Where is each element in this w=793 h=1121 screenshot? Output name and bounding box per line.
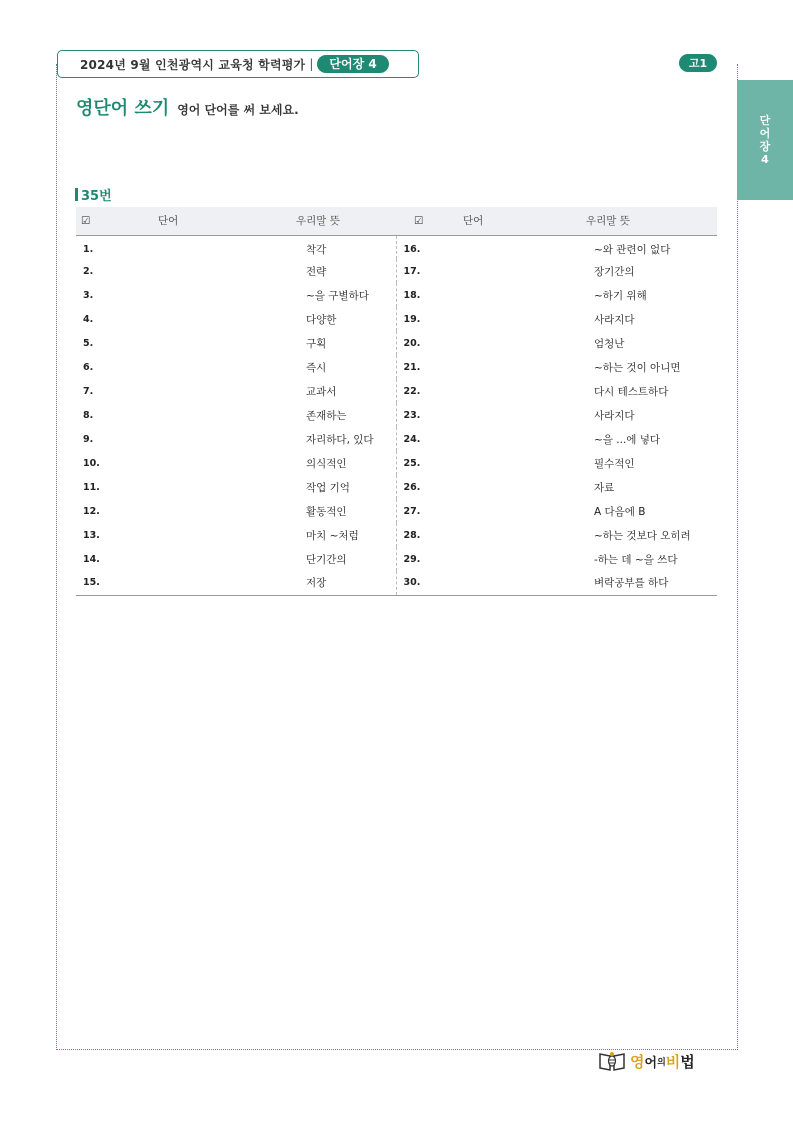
item-meaning: 사라지다 (594, 313, 635, 326)
item-number: 12. (83, 505, 100, 517)
word-answer-blank[interactable] (438, 259, 546, 283)
table-row (76, 379, 717, 403)
word-answer-blank[interactable] (438, 283, 546, 307)
item-meaning: 다시 테스트하다 (594, 385, 669, 398)
word-answer-blank[interactable] (118, 427, 226, 451)
header-bar (57, 50, 419, 78)
item-number: 24. (403, 433, 421, 445)
item-number: 27. (403, 505, 421, 517)
item-meaning: 활동적인 (226, 499, 396, 523)
item-meaning: 다양한 (226, 307, 396, 331)
word-answer-blank[interactable] (118, 451, 226, 475)
item-number: 14. (83, 553, 100, 565)
word-answer-blank[interactable] (438, 331, 546, 355)
word-answer-blank[interactable] (118, 547, 226, 571)
word-column-header: 단어 (463, 215, 484, 228)
table-row (76, 331, 717, 355)
word-answer-blank[interactable] (118, 379, 226, 403)
word-answer-blank[interactable] (118, 259, 226, 283)
word-answer-blank[interactable] (118, 283, 226, 307)
word-answer-blank[interactable] (118, 331, 226, 355)
item-number: 15. (83, 577, 100, 589)
item-number: 8. (83, 409, 94, 421)
vocab-book-badge: 단어장 4 (317, 55, 388, 73)
item-number: 26. (403, 481, 421, 493)
word-answer-blank[interactable] (118, 355, 226, 379)
meaning-column-header: 우리말 뜻 (296, 215, 340, 228)
item-meaning: 필수적인 (594, 457, 635, 470)
item-number: 21. (403, 361, 421, 373)
item-meaning: 즉시 (226, 355, 396, 379)
word-answer-blank[interactable] (118, 523, 226, 547)
item-meaning: ~와 관련이 없다 (594, 243, 671, 256)
logo-text-eo: 어 (644, 1055, 658, 1071)
table-row (76, 547, 717, 571)
item-meaning: 교과서 (226, 379, 396, 403)
exam-title: 2024년 9월 인천광역시 교육청 학력평가 (80, 57, 306, 72)
word-answer-blank[interactable] (438, 547, 546, 571)
item-number: 5. (83, 337, 94, 349)
word-answer-blank[interactable] (438, 427, 546, 451)
item-number: 1. (83, 243, 94, 255)
word-answer-blank[interactable] (118, 571, 226, 595)
table-row (76, 259, 717, 283)
item-number: 7. (83, 385, 94, 397)
item-meaning: 장기간의 (594, 265, 635, 278)
side-tab-char: 어 (759, 127, 771, 140)
item-meaning: A 다음에 B (594, 505, 646, 518)
logo-text-ui: 의 (657, 1057, 666, 1068)
item-meaning: 착각 (226, 235, 396, 259)
item-meaning: -하는 데 ~을 쓰다 (594, 553, 678, 566)
table-row (76, 427, 717, 451)
item-number: 30. (403, 577, 421, 589)
word-answer-blank[interactable] (438, 571, 546, 595)
word-answer-blank[interactable] (438, 403, 546, 427)
table-row (76, 571, 717, 595)
word-answer-blank[interactable] (438, 235, 546, 259)
meaning-column-header: 우리말 뜻 (586, 215, 630, 228)
logo-text-beop: 법 (680, 1052, 695, 1071)
item-meaning: 자리하다, 있다 (226, 427, 396, 451)
item-meaning: 자료 (594, 481, 615, 494)
item-number: 25. (403, 457, 421, 469)
table-row (76, 283, 717, 307)
item-number: 13. (83, 529, 100, 541)
word-answer-blank[interactable] (118, 475, 226, 499)
table-row (76, 307, 717, 331)
item-number: 19. (403, 313, 421, 325)
item-meaning: 단기간의 (226, 547, 396, 571)
vocab-table (76, 207, 717, 596)
table-row (76, 523, 717, 547)
side-tab-char: 장 (759, 140, 771, 153)
item-meaning: ~을 구별하다 (226, 283, 396, 307)
item-meaning: 의식적인 (226, 451, 396, 475)
word-answer-blank[interactable] (438, 523, 546, 547)
item-meaning: 존재하는 (226, 403, 396, 427)
side-tab-char: 4 (761, 153, 769, 166)
checkbox-header-icon: ☑ (81, 214, 91, 227)
table-row (76, 403, 717, 427)
item-number: 3. (83, 289, 94, 301)
section-marker (75, 188, 78, 201)
item-meaning: ~하는 것이 아니면 (594, 361, 681, 374)
logo-text-young: 영 (630, 1052, 645, 1071)
word-answer-blank[interactable] (438, 307, 546, 331)
brand-logo (598, 1050, 695, 1072)
item-meaning: 사라지다 (594, 409, 635, 422)
word-answer-blank[interactable] (438, 499, 546, 523)
section-label: 35번 (81, 189, 112, 204)
item-number: 4. (83, 313, 94, 325)
table-row (76, 355, 717, 379)
item-number: 11. (83, 481, 100, 493)
word-answer-blank[interactable] (118, 403, 226, 427)
item-meaning: ~하기 위해 (594, 289, 647, 302)
item-meaning: 구획 (226, 331, 396, 355)
item-number: 17. (403, 265, 421, 277)
checkbox-header-icon: ☑ (414, 214, 424, 227)
item-number: 6. (83, 361, 94, 373)
item-number: 10. (83, 457, 100, 469)
page-heading (76, 94, 299, 120)
item-number: 29. (403, 553, 421, 565)
page-title: 영단어 쓰기 (76, 98, 170, 119)
item-meaning: 엄청난 (594, 337, 625, 350)
grade-badge: 고1 (679, 54, 717, 72)
word-column-header: 단어 (158, 215, 179, 228)
table-row (76, 499, 717, 523)
word-answer-blank[interactable] (438, 451, 546, 475)
item-meaning: 작업 기억 (226, 475, 396, 499)
table-row (76, 235, 717, 259)
side-tab (737, 80, 793, 200)
item-number: 22. (403, 385, 421, 397)
item-meaning: 마치 ~처럼 (226, 523, 396, 547)
header-separator: | (309, 57, 314, 71)
bee-book-icon (598, 1050, 626, 1072)
item-meaning: ~하는 것보다 오히려 (594, 529, 691, 542)
section-heading (75, 185, 112, 204)
item-meaning: 저장 (226, 571, 396, 595)
item-meaning: 전략 (226, 259, 396, 283)
table-header-row (76, 207, 717, 235)
item-number: 28. (403, 529, 421, 541)
table-row (76, 451, 717, 475)
word-answer-blank[interactable] (438, 379, 546, 403)
item-number: 20. (403, 337, 421, 349)
logo-text-bi: 비 (665, 1052, 681, 1071)
item-number: 18. (403, 289, 421, 301)
item-number: 2. (83, 265, 94, 277)
side-tab-char: 단 (759, 114, 771, 127)
item-number: 9. (83, 433, 94, 445)
word-answer-blank[interactable] (118, 235, 226, 259)
item-number: 16. (403, 243, 421, 255)
word-answer-blank[interactable] (438, 355, 546, 379)
word-answer-blank[interactable] (438, 475, 546, 499)
item-number: 23. (403, 409, 421, 421)
item-meaning: ~을 ...에 넣다 (594, 433, 661, 446)
item-meaning: 벼락공부를 하다 (594, 577, 669, 590)
word-answer-blank[interactable] (118, 307, 226, 331)
page-instruction: 영어 단어를 써 보세요. (177, 103, 299, 117)
word-answer-blank[interactable] (118, 499, 226, 523)
table-row (76, 475, 717, 499)
